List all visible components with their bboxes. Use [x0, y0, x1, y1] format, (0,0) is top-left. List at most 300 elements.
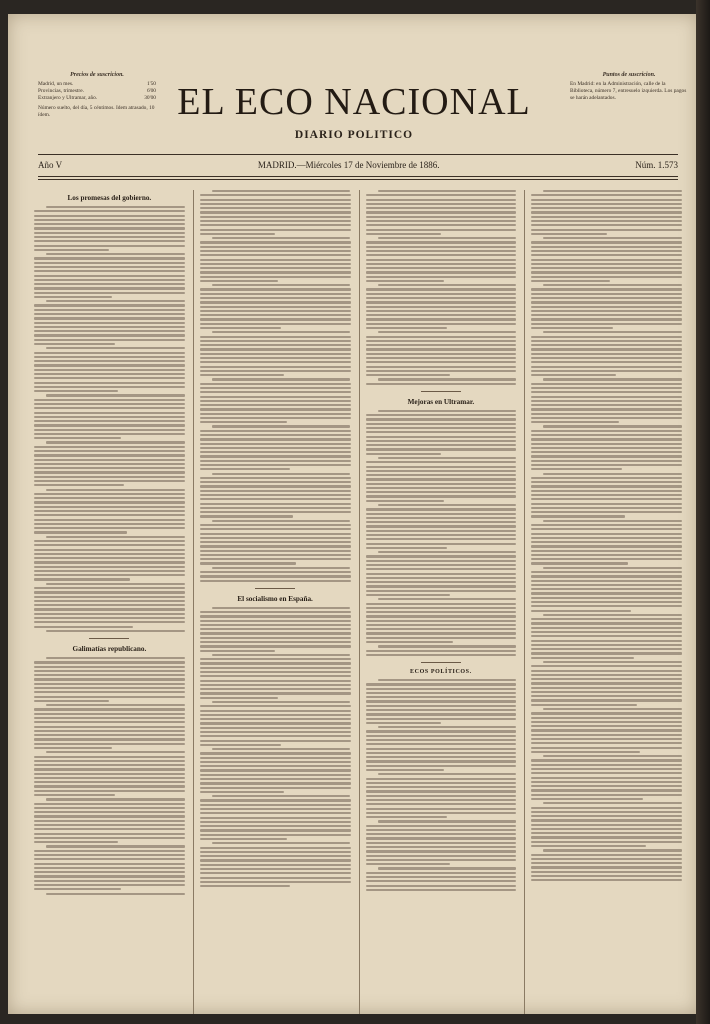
price-heading-left: Precios de suscricion. [70, 72, 124, 78]
text-line [531, 430, 682, 432]
text-line [200, 611, 351, 613]
text-line [200, 787, 351, 789]
text-line [531, 854, 682, 856]
article-headline: Los promesas del gobierno. [67, 194, 152, 202]
top-rule [38, 154, 678, 155]
column-1 [34, 190, 185, 1014]
text-line [366, 637, 517, 639]
text-line [34, 738, 185, 740]
text-line [543, 849, 682, 851]
text-line [200, 769, 351, 771]
text-line [200, 280, 278, 282]
text-line [531, 306, 682, 308]
text-line [366, 863, 450, 865]
text-line [34, 467, 185, 469]
text-line [366, 199, 517, 201]
text-line [366, 538, 517, 540]
text-line [366, 525, 517, 527]
dateline [38, 156, 678, 174]
text-line [366, 436, 517, 438]
text-line [366, 383, 517, 385]
text-line [34, 527, 185, 529]
text-line [200, 620, 351, 622]
text-line [531, 477, 682, 479]
text-line [34, 803, 185, 805]
text-line [34, 696, 185, 698]
text-line [200, 246, 351, 248]
text-line [531, 824, 682, 826]
text-line [46, 893, 185, 895]
text-line [531, 494, 682, 496]
text-line [200, 301, 351, 303]
article-body [366, 679, 517, 891]
text-line [34, 888, 121, 890]
text-line [531, 691, 682, 693]
text-line [366, 267, 517, 269]
text-line [366, 470, 517, 472]
text-line [34, 531, 127, 533]
text-line [200, 645, 351, 647]
text-line [34, 407, 185, 409]
text-line [531, 528, 682, 530]
text-line [200, 804, 351, 806]
text-line [34, 283, 185, 285]
text-line [200, 757, 351, 759]
text-line [200, 692, 351, 694]
text-line [212, 331, 351, 333]
text-line [366, 448, 517, 450]
text-line [366, 654, 517, 656]
text-line [366, 705, 517, 707]
text-line [212, 795, 351, 797]
text-line [378, 457, 517, 459]
text-line [531, 387, 682, 389]
text-line [531, 747, 682, 749]
text-line [34, 296, 112, 298]
text-line [212, 842, 351, 844]
text-line [34, 781, 185, 783]
text-line [200, 447, 351, 449]
text-line [366, 650, 517, 652]
text-line [46, 630, 185, 632]
text-line [378, 820, 517, 822]
text-line [531, 267, 682, 269]
text-line [200, 511, 351, 513]
text-line [34, 815, 185, 817]
text-line [531, 417, 682, 419]
text-line [531, 455, 682, 457]
text-line [531, 370, 682, 372]
text-line [200, 868, 351, 870]
text-line [531, 511, 682, 513]
text-line [200, 224, 351, 226]
text-line [34, 734, 185, 736]
newspaper-subtitle: DIARIO POLITICO [294, 129, 414, 141]
text-line [34, 317, 185, 319]
text-line [366, 620, 517, 622]
text-line [200, 851, 351, 853]
text-line [366, 323, 517, 325]
text-line [34, 506, 185, 508]
text-line [200, 507, 351, 509]
text-line [366, 812, 517, 814]
text-line [200, 872, 351, 874]
text-line [200, 885, 290, 887]
text-line [200, 387, 351, 389]
text-line [531, 631, 682, 633]
text-line [200, 451, 351, 453]
text-line [531, 858, 682, 860]
text-line [200, 825, 351, 827]
text-line [46, 704, 185, 706]
text-line [34, 279, 185, 281]
text-line [200, 778, 351, 780]
text-line [200, 216, 351, 218]
text-line [200, 580, 351, 582]
text-line [531, 524, 682, 526]
text-line [200, 370, 351, 372]
text-line [531, 601, 682, 603]
text-line [200, 421, 287, 423]
text-line [34, 730, 185, 732]
text-line [34, 875, 185, 877]
text-line [531, 622, 682, 624]
text-line [531, 627, 682, 629]
text-line [366, 730, 517, 732]
text-line [200, 624, 351, 626]
text-line [34, 626, 133, 628]
text-line [366, 483, 517, 485]
text-line [212, 654, 351, 656]
text-line [200, 881, 351, 883]
text-line [200, 637, 351, 639]
text-line [531, 507, 682, 509]
text-line [34, 670, 185, 672]
text-line [200, 498, 351, 500]
text-line [531, 408, 682, 410]
text-line [378, 331, 517, 333]
text-line [34, 313, 185, 315]
text-line [200, 650, 275, 652]
text-line [34, 236, 185, 238]
divider [89, 638, 129, 639]
text-line [531, 866, 682, 868]
text-line [531, 879, 682, 881]
text-line [34, 807, 185, 809]
text-line [34, 480, 185, 482]
text-line [46, 300, 185, 302]
text-line [531, 554, 682, 556]
text-line [34, 232, 185, 234]
text-line [34, 219, 185, 221]
text-line [200, 297, 351, 299]
text-line [531, 828, 682, 830]
text-line [200, 434, 351, 436]
text-line [366, 718, 517, 720]
text-line [531, 871, 682, 873]
text-line [543, 614, 682, 616]
text-line [543, 331, 682, 333]
text-line [200, 254, 351, 256]
text-line [366, 207, 517, 209]
text-line [200, 460, 351, 462]
text-line [531, 789, 682, 791]
text-line [34, 369, 185, 371]
text-line [543, 378, 682, 380]
text-line [200, 662, 351, 664]
text-line [200, 667, 351, 669]
text-line [531, 742, 682, 744]
text-line [378, 645, 517, 647]
text-line [531, 254, 682, 256]
text-line [200, 575, 351, 577]
text-line [34, 828, 185, 830]
text-line [366, 495, 517, 497]
text-line [200, 408, 351, 410]
text-line [34, 471, 185, 473]
text-line [34, 227, 185, 229]
text-line [531, 644, 682, 646]
text-line [543, 567, 682, 569]
text-line [200, 413, 351, 415]
bottom-rule [38, 176, 678, 177]
text-line [366, 271, 517, 273]
text-line [531, 729, 682, 731]
text-line [531, 845, 646, 847]
text-line [531, 207, 682, 209]
text-line [46, 206, 185, 208]
text-line [531, 443, 682, 445]
text-line [366, 735, 517, 737]
text-line [531, 293, 682, 295]
text-line [366, 241, 517, 243]
text-line [531, 485, 682, 487]
text-line [366, 880, 517, 882]
text-line [366, 263, 517, 265]
text-line [366, 756, 517, 758]
text-line [34, 484, 124, 486]
text-line [200, 740, 351, 742]
text-line [200, 761, 351, 763]
text-line [200, 817, 351, 819]
text-line [366, 229, 517, 231]
text-line [200, 357, 351, 359]
text-line [531, 704, 637, 706]
text-line [366, 769, 444, 771]
text-line [34, 617, 185, 619]
text-line [366, 427, 517, 429]
text-line [531, 571, 682, 573]
text-line [378, 237, 517, 239]
text-line [200, 383, 351, 385]
article-body [34, 206, 185, 632]
text-line [378, 598, 517, 600]
text-line [212, 748, 351, 750]
text-line [531, 610, 630, 612]
text-line [200, 727, 351, 729]
text-line [34, 416, 185, 418]
text-line [200, 263, 351, 265]
text-line [34, 373, 185, 375]
text-line [212, 378, 351, 380]
text-line [34, 257, 185, 259]
text-line [34, 454, 185, 456]
text-line [531, 670, 682, 672]
text-line [366, 722, 441, 724]
text-line [366, 487, 517, 489]
scan-edge [696, 0, 710, 1024]
text-line [531, 447, 682, 449]
text-line [531, 648, 682, 650]
text-line [531, 640, 682, 642]
text-line [34, 377, 185, 379]
text-line [378, 410, 517, 412]
text-line [46, 798, 185, 800]
text-line [366, 366, 517, 368]
text-line [366, 585, 517, 587]
text-line [531, 652, 682, 654]
article-body [366, 190, 517, 385]
text-line [200, 314, 351, 316]
text-line [531, 841, 682, 843]
text-line [531, 374, 615, 376]
text-line [366, 259, 517, 261]
text-line [366, 336, 517, 338]
text-line [34, 661, 185, 663]
text-line [531, 751, 640, 753]
text-line [34, 382, 185, 384]
text-line [531, 460, 682, 462]
text-line [34, 785, 185, 787]
text-line [200, 791, 284, 793]
text-line [200, 834, 351, 836]
text-line [531, 807, 682, 809]
text-line [200, 468, 290, 470]
text-line [543, 802, 682, 804]
text-line [366, 444, 517, 446]
text-line [46, 583, 185, 585]
text-line [34, 304, 185, 306]
text-line [366, 683, 517, 685]
text-line [34, 326, 185, 328]
text-line [34, 459, 185, 461]
text-line [34, 322, 185, 324]
text-line [531, 618, 682, 620]
text-line [200, 821, 351, 823]
text-line [34, 708, 185, 710]
text-line [531, 310, 682, 312]
text-line [366, 280, 444, 282]
text-line [366, 795, 517, 797]
text-line [200, 293, 351, 295]
text-line [531, 327, 612, 329]
text-line [212, 473, 351, 475]
text-line [531, 468, 621, 470]
text-line [366, 816, 447, 818]
text-line [543, 520, 682, 522]
text-line [531, 725, 682, 727]
text-line [200, 705, 351, 707]
text-line [34, 510, 185, 512]
text-line [366, 453, 441, 455]
text-line [531, 721, 682, 723]
text-line [200, 241, 351, 243]
text-line [366, 743, 517, 745]
text-line [531, 344, 682, 346]
text-line [200, 688, 351, 690]
text-line [366, 491, 517, 493]
divider [421, 662, 461, 663]
text-line [34, 343, 115, 345]
text-line [212, 567, 351, 569]
text-line [531, 533, 682, 535]
text-line [200, 812, 351, 814]
text-line [366, 203, 517, 205]
text-line [366, 641, 453, 643]
text-line [34, 713, 185, 715]
column-3 [359, 190, 517, 1014]
text-line [200, 464, 351, 466]
text-line [531, 558, 682, 560]
text-line [200, 744, 281, 746]
text-line [531, 259, 682, 261]
article-body [200, 190, 351, 582]
text-line [531, 246, 682, 248]
text-line [366, 850, 517, 852]
text-line [366, 474, 517, 476]
text-line [34, 262, 185, 264]
text-line [366, 885, 517, 887]
text-line [543, 661, 682, 663]
text-line [531, 759, 682, 761]
text-line [200, 855, 351, 857]
text-line [531, 832, 682, 834]
text-line [34, 721, 185, 723]
bottom-rule-double [38, 179, 678, 180]
text-line [200, 752, 351, 754]
text-line [366, 846, 517, 848]
text-line [200, 503, 351, 505]
text-line [531, 665, 682, 667]
text-line [34, 292, 185, 294]
article-body [531, 190, 682, 881]
divider [255, 588, 295, 589]
text-line [366, 211, 517, 213]
text-line [531, 738, 682, 740]
text-line [531, 712, 682, 714]
text-line [378, 504, 517, 506]
text-line [531, 811, 682, 813]
text-line [531, 695, 682, 697]
text-line [200, 782, 351, 784]
text-line [366, 748, 517, 750]
text-line [366, 534, 517, 536]
text-line [531, 336, 682, 338]
text-line [46, 751, 185, 753]
text-line [366, 517, 517, 519]
text-line [543, 473, 682, 475]
text-line [366, 344, 517, 346]
text-line [366, 607, 517, 609]
text-line [531, 815, 682, 817]
text-line [34, 604, 185, 606]
text-line [200, 632, 351, 634]
text-line [34, 621, 185, 623]
text-line [366, 889, 517, 891]
text-line [531, 490, 682, 492]
text-line [531, 250, 682, 252]
text-line [366, 692, 517, 694]
